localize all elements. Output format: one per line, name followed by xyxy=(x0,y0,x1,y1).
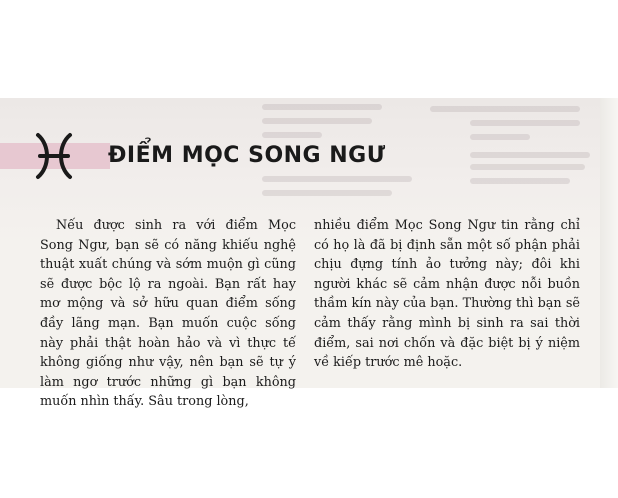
body-text-right-column: nhiều điểm Mọc Song Ngư tin rằng chỉ có họ là đã bị định sẵn một số phận phải chịu đựng tính ảo tưởng này; đôi khi người khác sẽ cảm nhận được nỗi buồn thầm kín này của bạn. Thường thì bạn sẽ cảm thấy rằng mình bị sinh ra sai thời điểm, sai nơi chốn và đặc biệt bị ý niệm về kiếp trước mê hoặc. xyxy=(314,218,580,371)
body-text-left-column: Nếu được sinh ra với điểm Mọc Song Ngư, bạn sẽ có năng khiếu nghệ thuật xuất chúng và sớm muộn gì cũng sẽ được bộc lộ ra ngoài. Bạn rất hay mơ mộng và sở hữu quan điểm sống đầy lãng mạn. Bạn muốn cuộc sống này phải thật hoàn hảo và vì thực tế không giống như vậy, nên bạn sẽ tự ý làm ngơ trước những gì bạn không muốn nhìn thấy. Sâu trong lòng, xyxy=(40,218,296,410)
page-edge xyxy=(600,98,618,388)
pisces-icon xyxy=(30,131,78,181)
section-title: ĐIỂM MỌC SONG NGƯ xyxy=(108,143,386,168)
scanned-page xyxy=(0,98,618,410)
